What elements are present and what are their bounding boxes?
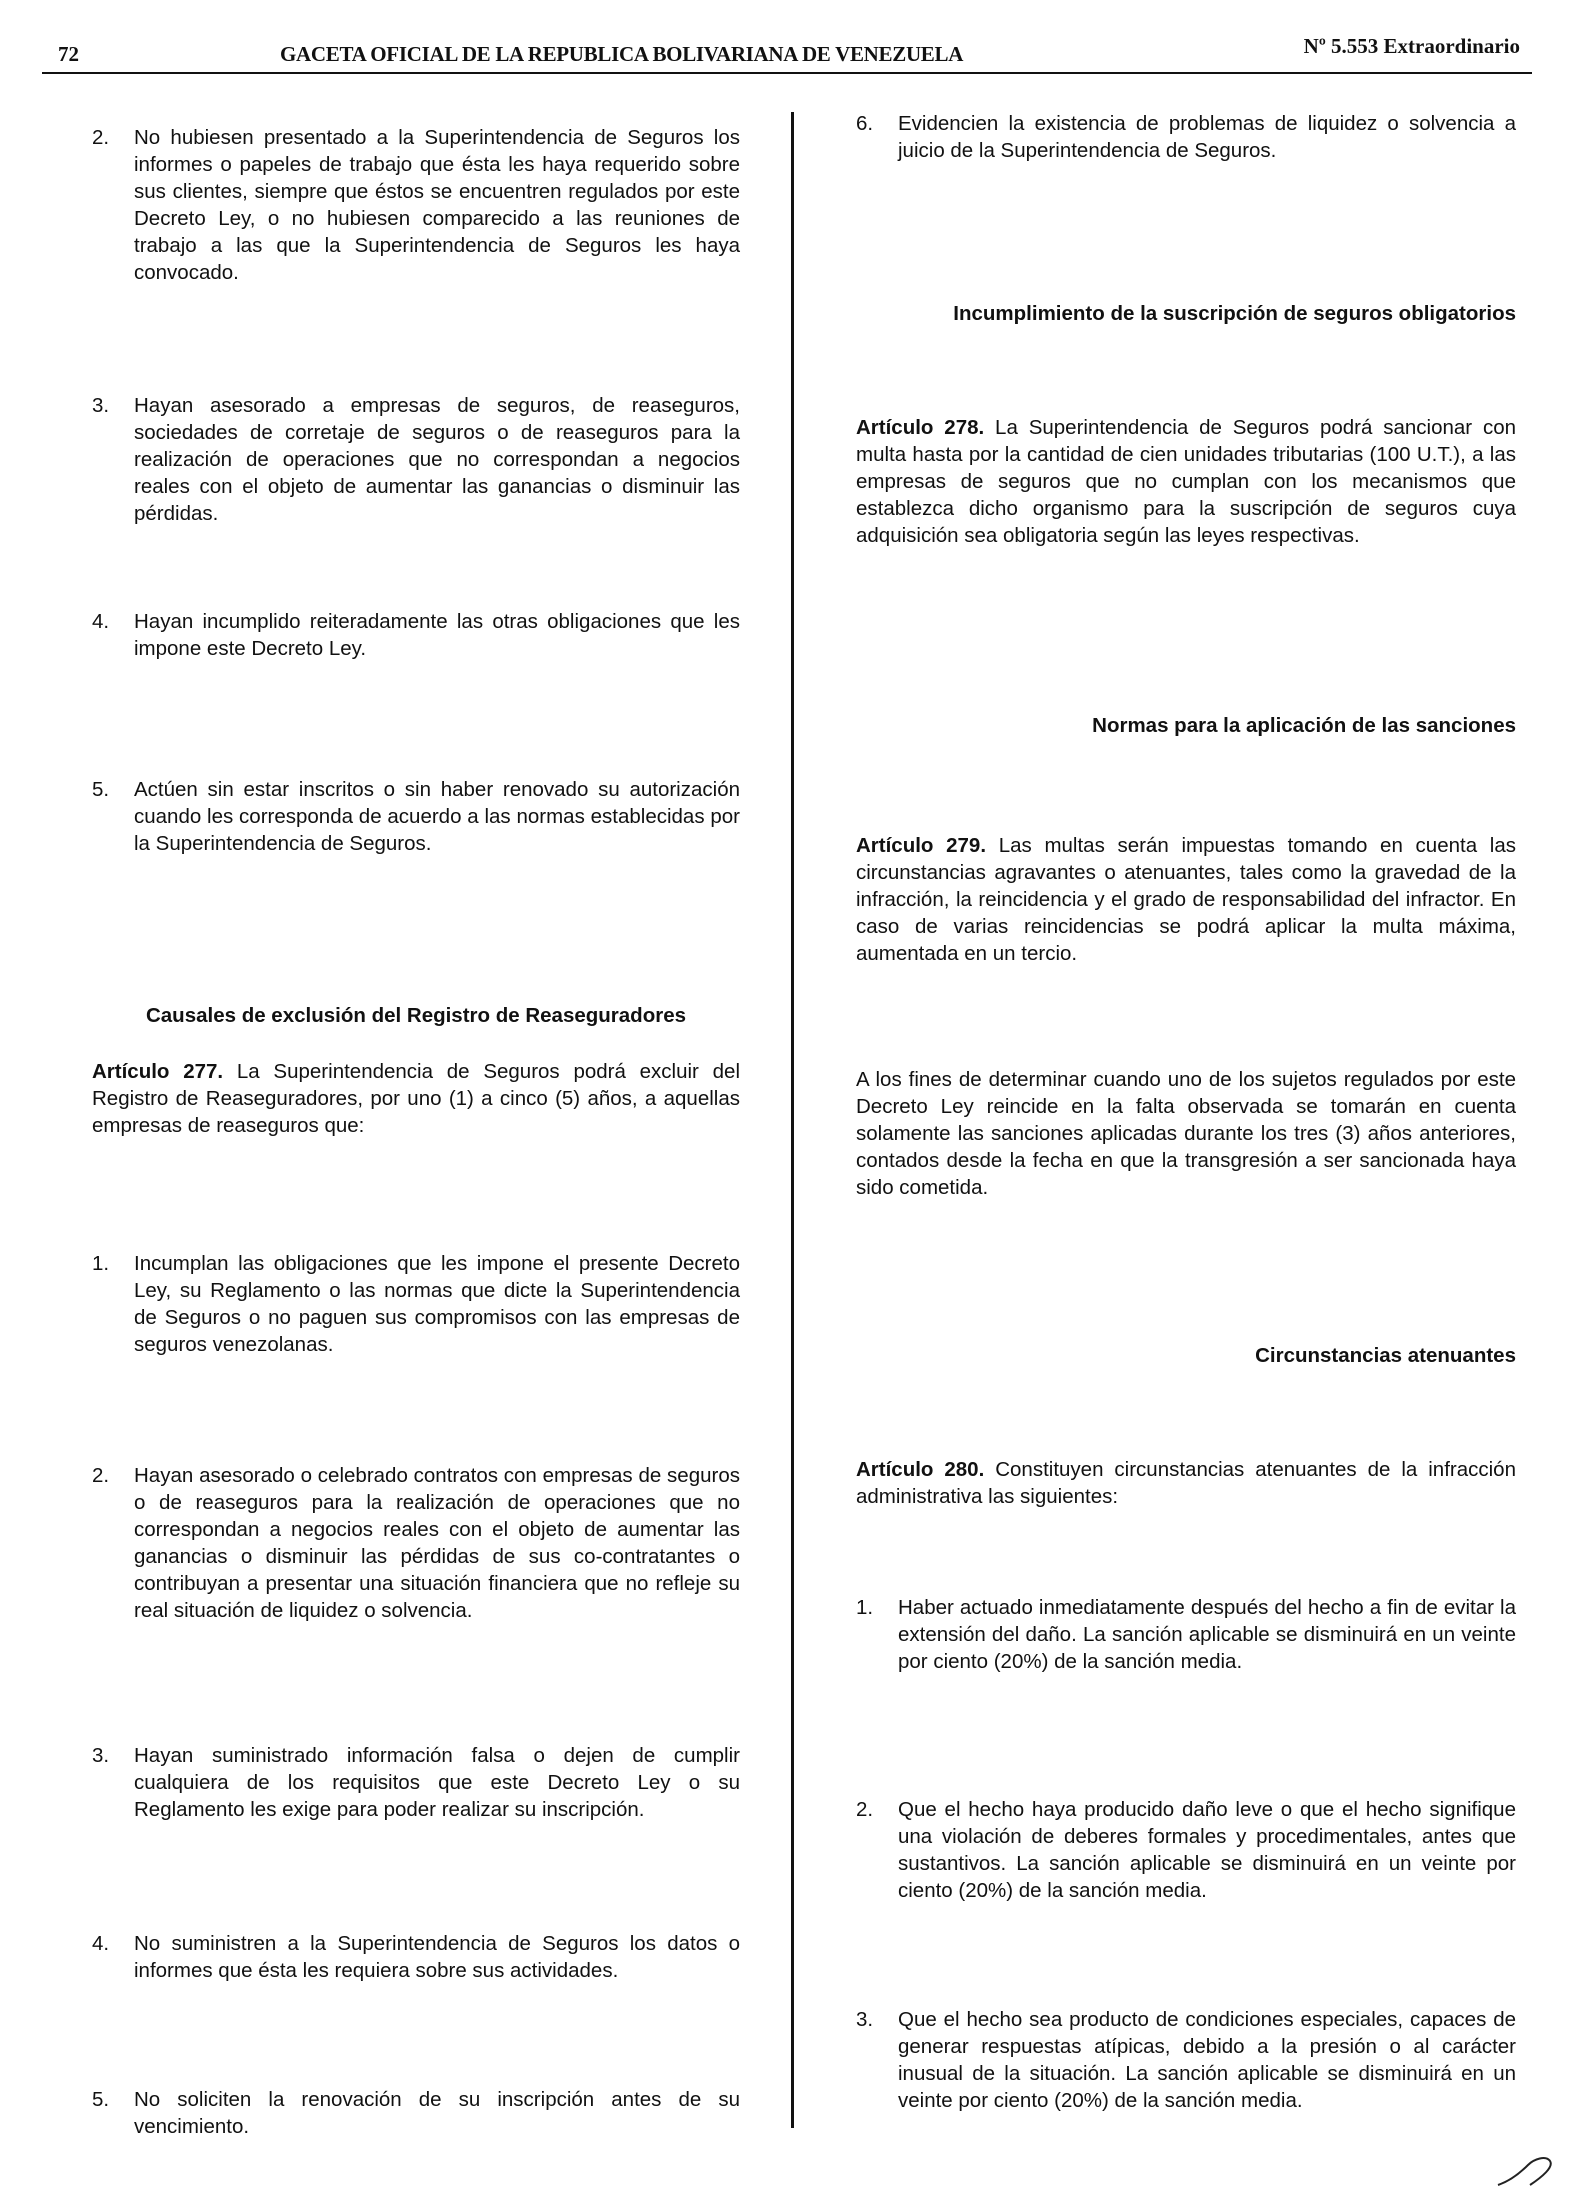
item-text: Que el hecho sea producto de condiciones especiales, capaces de generar respuestas atípicas, debido a la presión o al carácter inusual de la situación. La sanción aplicable se disminuirá en un veinte por ciento (20%) de la sanción media. [898, 2008, 1516, 2112]
section-heading: Causales de exclusión del Registro de Reaseguradores [145, 1004, 687, 1027]
issue-number: Nº 5.553 Extraordinario [1303, 34, 1520, 58]
column-divider [791, 112, 794, 2128]
item-text: Incumplan las obligaciones que les impone el presente Decreto Ley, su Reglamento o las normas que dicte la Superintendencia de Seguros o no paguen sus compromisos con las empresas de seguros venezolanas. [134, 1252, 740, 1356]
item-text: Evidencien la existencia de problemas de liquidez o solvencia a juicio de la Superintendencia de Seguros. [898, 112, 1516, 162]
list-item [92, 608, 740, 662]
item-number: 2. [856, 1798, 874, 1821]
article-text: Constituyen circunstancias atenuantes de la infracción administrativa las siguientes: [856, 1458, 1516, 1508]
item-text: Actúen sin estar inscritos o sin haber renovado su autorización cuando les corresponda de acuerdo a las normas establecidas por la Superintendencia de Seguros. [134, 778, 740, 855]
list-item [92, 1742, 740, 1823]
item-text: Hayan asesorado o celebrado contratos con empresas de seguros o de reaseguros para la realización de operaciones que no correspondan a negocios reales con el objeto de aumentar las ganancias o disminuir las pérdidas de sus co-contratantes o contribuyan a presentar una situación financiera que no refleje su real situación de liquidez o solvencia. [134, 1464, 740, 1622]
article-text: Las multas serán impuestas tomando en cuenta las circunstancias agravantes o atenuantes, tales como la gravedad de la infracción, la reincidencia y el grado de responsabilidad del infractor. En caso de varias reincidencias se podrá aplicar la multa máxima, aumentada en un tercio. [856, 834, 1516, 965]
item-number: 4. [92, 1932, 110, 1955]
article-279-paragraph: A los fines de determinar cuando uno de los sujetos regulados por este Decreto Ley reincide en la falta observada se tomarán en cuenta solamente las sanciones aplicadas durante los tres (3) años anteriores, contados desde la fecha en que la transgresión a ser sancionada haya sido cometida. [856, 1068, 1516, 1199]
item-number: 6. [856, 112, 874, 135]
article-label: Artículo 280. [856, 1458, 985, 1481]
list-item [856, 1594, 1516, 1675]
page-header [58, 34, 1520, 74]
item-text: Hayan suministrado información falsa o dejen de cumplir cualquiera de los requisitos que este Decreto Ley o su Reglamento les exige para poder realizar su inscripción. [134, 1744, 740, 1821]
list-item [92, 776, 740, 857]
list-item [856, 110, 1516, 164]
list-item [856, 1796, 1516, 1904]
section-heading: Incumplimiento de la suscripción de seguros obligatorios [953, 302, 1516, 325]
item-number: 1. [92, 1252, 110, 1275]
article-279 [856, 832, 1516, 967]
article-label: Artículo 277. [92, 1060, 224, 1083]
item-text: Que el hecho haya producido daño leve o que el hecho signifique una violación de deberes formales y procedimentales, antes que sustantivos. La sanción aplicable se disminuirá en un veinte por ciento (20%) de la sanción media. [898, 1798, 1516, 1902]
item-number: 1. [856, 1596, 874, 1619]
item-text: Hayan asesorado a empresas de seguros, de reaseguros, sociedades de corretaje de seguros o de reaseguros para la realización de operaciones que no correspondan a negocios reales con el objeto de aumentar las ganancias o disminuir las pérdidas. [134, 394, 740, 525]
signature-mark [1490, 2151, 1560, 2191]
item-number: 2. [92, 1464, 110, 1487]
article-277 [92, 1058, 740, 1139]
item-text: No soliciten la renovación de su inscripción antes de su vencimiento. [134, 2088, 740, 2138]
section-heading: Normas para la aplicación de las sanciones [1092, 714, 1516, 737]
item-text: No suministren a la Superintendencia de Seguros los datos o informes que ésta les requiera sobre sus actividades. [134, 1932, 740, 1982]
article-278 [856, 414, 1516, 549]
item-number: 3. [92, 394, 110, 417]
list-item [856, 2006, 1516, 2114]
list-item [92, 392, 740, 527]
list-item [92, 2086, 740, 2140]
item-text: No hubiesen presentado a la Superintendencia de Seguros los informes o papeles de trabajo que ésta les haya requerido sobre sus clientes, siempre que éstos se encuentren regulados por este Decreto Ley, o no hubiesen comparecido a las reuniones de trabajo a las que la Superintendencia de Seguros les haya convocado. [134, 126, 740, 284]
item-number: 5. [92, 778, 110, 801]
item-number: 2. [92, 126, 110, 149]
item-text: Haber actuado inmediatamente después del hecho a fin de evitar la extensión del daño. La sanción aplicable se disminuirá en un veinte por ciento (20%) de la sanción media. [898, 1596, 1516, 1673]
item-number: 4. [92, 610, 110, 633]
list-item [92, 1250, 740, 1358]
list-item [92, 124, 740, 286]
list-item [92, 1462, 740, 1624]
article-label: Artículo 278. [856, 416, 985, 439]
article-label: Artículo 279. [856, 834, 987, 857]
article-text: La Superintendencia de Seguros podrá sancionar con multa hasta por la cantidad de cien unidades tributarias (100 U.T.), a las empresas de seguros que no cumplan con los mecanismos que establezca dicho organismo para la suscripción de seguros cuya adquisición sea obligatoria según las leyes respectivas. [856, 416, 1517, 547]
page-number: 72 [58, 42, 79, 66]
item-number: 3. [92, 1744, 110, 1767]
gazette-title: GACETA OFICIAL DE LA REPUBLICA BOLIVARIANA DE VENEZUELA [280, 42, 964, 66]
article-280 [856, 1456, 1516, 1510]
list-item [92, 1930, 740, 1984]
article-text: La Superintendencia de Seguros podrá excluir del Registro de Reaseguradores, por uno (1) a cinco (5) años, a aquellas empresas de reaseguros que: [92, 1060, 740, 1137]
item-text: Hayan incumplido reiteradamente las otras obligaciones que les impone este Decreto Ley. [134, 610, 740, 660]
item-number: 3. [856, 2008, 874, 2031]
section-heading: Circunstancias atenuantes [1255, 1344, 1516, 1367]
header-rule [42, 72, 1532, 74]
item-number: 5. [92, 2088, 110, 2111]
